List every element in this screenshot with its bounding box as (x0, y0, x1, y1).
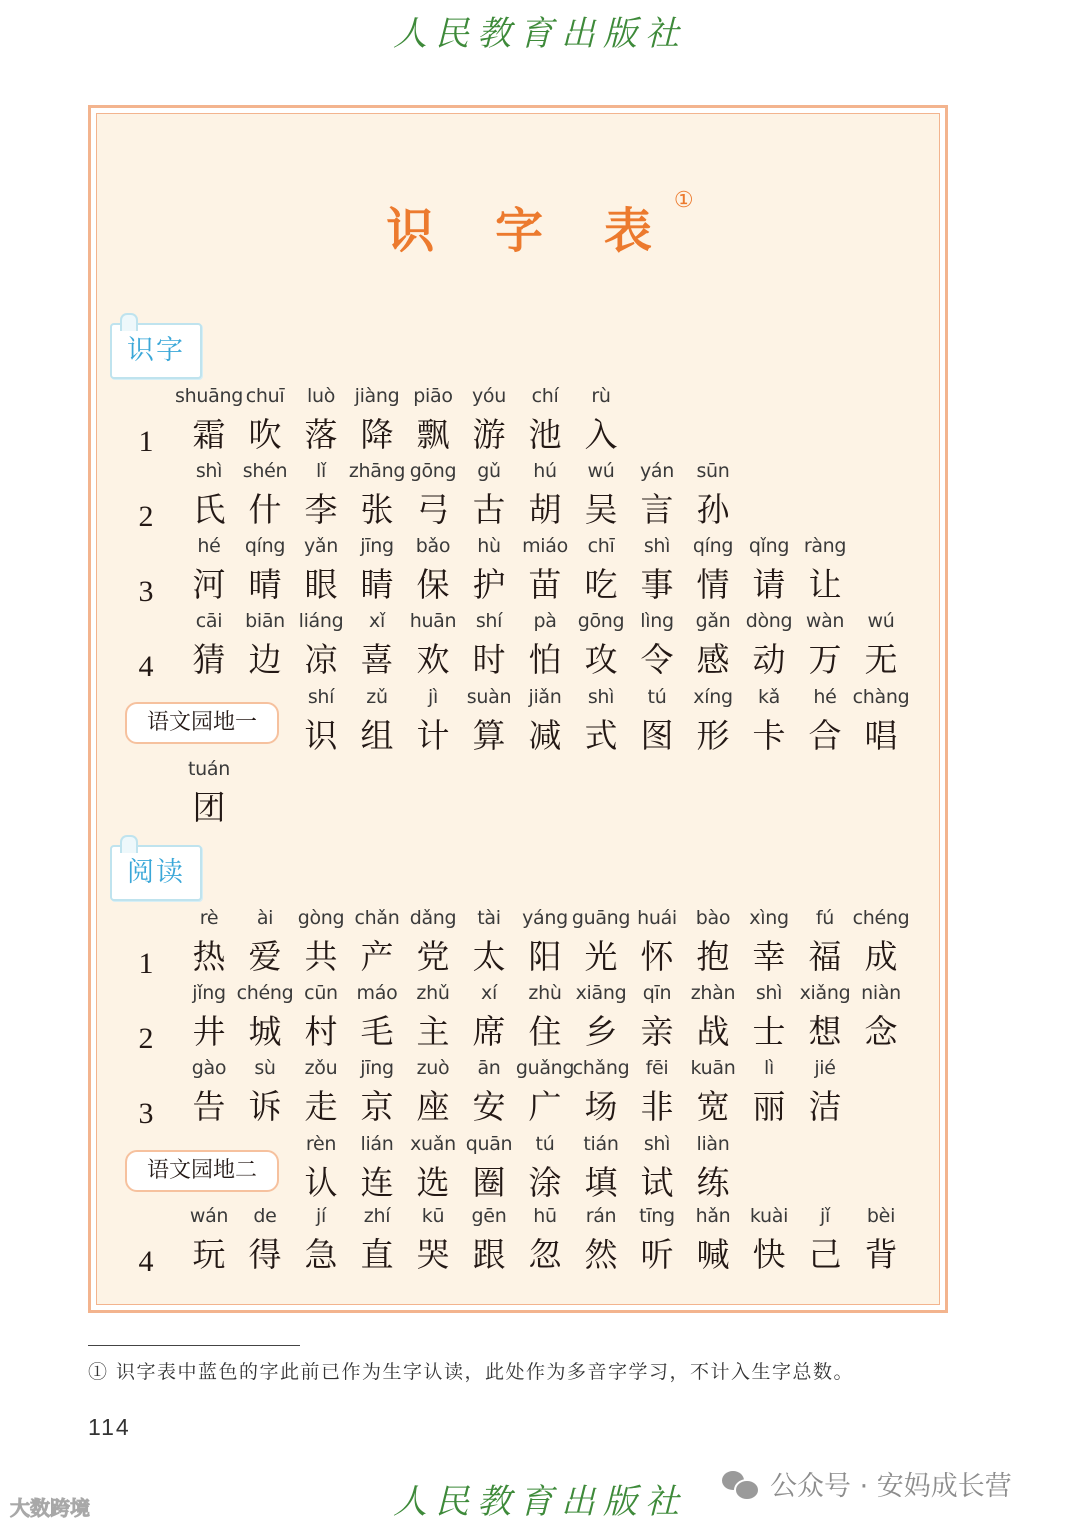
hanzi: 欢 (416, 640, 450, 679)
hanzi: 非 (640, 1087, 674, 1126)
pinyin: sūn (696, 460, 730, 482)
hanzi: 士 (752, 1012, 786, 1051)
pinyin: bèi (866, 1205, 896, 1227)
pinyin: lián (360, 1133, 394, 1155)
row-number: 3 (138, 1097, 154, 1130)
char-cell (853, 907, 909, 987)
pinyin: jié (814, 1057, 836, 1079)
pinyin: quān (465, 1133, 513, 1155)
watermark-left: 大数跨境 (10, 1496, 90, 1520)
hanzi: 喜 (360, 640, 394, 679)
pinyin: shén (242, 460, 288, 482)
pinyin: lì (764, 1057, 774, 1079)
pinyin: hú (533, 460, 557, 482)
hanzi: 念 (864, 1012, 898, 1051)
hanzi: 形 (696, 716, 730, 755)
pinyin: lìng (640, 610, 674, 632)
pinyin: jí (316, 1205, 326, 1227)
hanzi: 落 (304, 415, 338, 454)
pinyin: kuài (749, 1205, 789, 1227)
pinyin: guǎng (515, 1057, 575, 1079)
hanzi: 连 (360, 1163, 394, 1202)
hanzi: 幸 (752, 937, 786, 976)
pinyin: shì (643, 1133, 671, 1155)
hanzi: 洁 (808, 1087, 842, 1126)
hanzi: 时 (472, 640, 506, 679)
pinyin: ràng (803, 535, 847, 557)
pinyin: yóu (471, 385, 506, 407)
char-cell (797, 1057, 853, 1137)
hanzi: 共 (304, 937, 338, 976)
pinyin: piāo (413, 385, 453, 407)
hanzi: 算 (472, 716, 506, 755)
pinyin: chí (531, 385, 559, 407)
char-row (0, 1057, 1080, 1137)
hanzi: 丽 (752, 1087, 786, 1126)
hanzi: 张 (360, 490, 394, 529)
hanzi: 认 (304, 1163, 338, 1202)
pinyin: gōng (409, 460, 457, 482)
hanzi: 喊 (696, 1235, 730, 1274)
char-cell (685, 1133, 741, 1213)
pinyin: tuán (188, 758, 230, 780)
hanzi: 毛 (360, 1012, 394, 1051)
pinyin: zǒu (304, 1057, 338, 1079)
hanzi: 情 (696, 565, 730, 604)
pinyin: wán (189, 1205, 229, 1227)
hanzi: 令 (640, 640, 674, 679)
row-number: 4 (138, 1245, 154, 1278)
hanzi: 胡 (528, 490, 562, 529)
row-number: 2 (138, 1022, 154, 1055)
hanzi: 减 (528, 716, 562, 755)
pinyin: zhí (363, 1205, 391, 1227)
hanzi: 京 (360, 1087, 394, 1126)
hanzi: 眼 (304, 565, 338, 604)
pinyin: jīng (360, 1057, 394, 1079)
hanzi: 飘 (416, 415, 450, 454)
pinyin: yán (639, 460, 675, 482)
pinyin: tú (647, 686, 667, 708)
hanzi: 古 (472, 490, 506, 529)
pinyin: huān (409, 610, 457, 632)
pinyin: dǎng (409, 907, 457, 929)
hanzi: 边 (248, 640, 282, 679)
watermark-right-text: 公众号 · 安妈成长营 (770, 1471, 1012, 1502)
pinyin: zuò (416, 1057, 450, 1079)
pinyin: gào (191, 1057, 227, 1079)
hanzi: 护 (472, 565, 506, 604)
hanzi: 入 (584, 415, 618, 454)
hanzi: 怀 (640, 937, 674, 976)
hanzi: 李 (304, 490, 338, 529)
pinyin: xí (481, 982, 497, 1004)
watermark-right (722, 1464, 1012, 1503)
hanzi: 住 (528, 1012, 562, 1051)
pinyin: bǎo (415, 535, 451, 557)
row-number: 3 (138, 575, 154, 608)
hanzi: 安 (472, 1087, 506, 1126)
hanzi: 村 (304, 1012, 338, 1051)
hanzi: 然 (584, 1235, 618, 1274)
pinyin: shì (587, 686, 615, 708)
hanzi: 式 (584, 716, 618, 755)
hanzi: 攻 (584, 640, 618, 679)
pinyin: zhàn (690, 982, 736, 1004)
pinyin: chàng (852, 686, 910, 708)
hanzi: 弓 (416, 490, 450, 529)
hanzi: 热 (192, 937, 226, 976)
hanzi: 保 (416, 565, 450, 604)
char-row (0, 907, 1080, 987)
hanzi: 爱 (248, 937, 282, 976)
section-tag-yuedu (110, 845, 202, 901)
hanzi: 吴 (584, 490, 618, 529)
hanzi: 猜 (192, 640, 226, 679)
hanzi: 玩 (192, 1235, 226, 1274)
pinyin: xǐ (369, 610, 385, 632)
hanzi: 卡 (752, 716, 786, 755)
pinyin: qíng (692, 535, 734, 557)
pinyin: fēi (645, 1057, 669, 1079)
char-cell (853, 610, 909, 690)
hanzi: 试 (640, 1163, 674, 1202)
pinyin: dòng (745, 610, 793, 632)
footnote-mark: ① (673, 188, 694, 213)
pinyin: xiǎng (799, 982, 851, 1004)
pinyin: de (253, 1205, 277, 1227)
pinyin: gǎn (695, 610, 731, 632)
pinyin: bào (695, 907, 731, 929)
hanzi: 宽 (696, 1087, 730, 1126)
row-number: 1 (138, 425, 154, 458)
char-row (0, 982, 1080, 1062)
pinyin: chéng (236, 982, 294, 1004)
page-title (0, 188, 1080, 261)
pinyin: fú (815, 907, 835, 929)
pinyin: zhǔ (416, 982, 450, 1004)
pinyin: shí (307, 686, 335, 708)
hanzi: 快 (752, 1235, 786, 1274)
pinyin: liáng (298, 610, 344, 632)
hanzi: 广 (528, 1087, 562, 1126)
pinyin: xìng (749, 907, 789, 929)
pinyin: yǎn (303, 535, 339, 557)
pinyin: guāng (571, 907, 631, 929)
char-row (0, 385, 1080, 465)
hanzi: 图 (640, 716, 674, 755)
hanzi: 晴 (248, 565, 282, 604)
char-row (0, 758, 1080, 838)
hanzi: 练 (696, 1163, 730, 1202)
char-row (0, 460, 1080, 540)
hanzi: 忽 (528, 1235, 562, 1274)
char-cell (797, 535, 853, 615)
hanzi: 己 (808, 1235, 842, 1274)
hanzi: 游 (472, 415, 506, 454)
pinyin: máo (356, 982, 398, 1004)
unit-tag-garden-1: 语文园地一 (125, 702, 279, 744)
pinyin: lǐ (316, 460, 326, 482)
hanzi: 告 (192, 1087, 226, 1126)
hanzi: 圈 (472, 1163, 506, 1202)
row-number: 2 (138, 500, 154, 533)
row-number: 1 (138, 947, 154, 980)
row-number: 4 (138, 650, 154, 683)
pinyin: ān (477, 1057, 501, 1079)
hanzi: 听 (640, 1235, 674, 1274)
char-row (0, 610, 1080, 690)
hanzi: 降 (360, 415, 394, 454)
pinyin: wú (587, 460, 615, 482)
pinyin: kuān (690, 1057, 736, 1079)
pinyin: cūn (304, 982, 338, 1004)
pinyin: shì (755, 982, 783, 1004)
hanzi: 吃 (584, 565, 618, 604)
hanzi: 直 (360, 1235, 394, 1274)
pinyin: wú (867, 610, 895, 632)
hanzi: 动 (752, 640, 786, 679)
pinyin: jīng (360, 535, 394, 557)
hanzi: 团 (192, 788, 226, 827)
pinyin: gòng (297, 907, 345, 929)
hanzi: 唱 (864, 716, 898, 755)
hanzi: 无 (864, 640, 898, 679)
pinyin: chuī (245, 385, 285, 407)
pinyin: yáng (522, 907, 568, 929)
page-title-text: 识 字 表 (386, 203, 674, 259)
footnote: ① 识字表中蓝色的字此前已作为生字认读，此处作为多音字学习，不计入生字总数。 (88, 1361, 855, 1383)
hanzi: 场 (584, 1087, 618, 1126)
pinyin: pà (533, 610, 557, 632)
hanzi: 万 (808, 640, 842, 679)
pinyin: zhù (528, 982, 562, 1004)
char-row (0, 686, 1080, 766)
hanzi: 光 (584, 937, 618, 976)
hanzi: 走 (304, 1087, 338, 1126)
pinyin: tīng (639, 1205, 675, 1227)
hanzi: 言 (640, 490, 674, 529)
hanzi: 什 (248, 490, 282, 529)
pinyin: hé (197, 535, 221, 557)
pinyin: rán (585, 1205, 617, 1227)
pinyin: miáo (522, 535, 568, 557)
hanzi: 请 (752, 565, 786, 604)
pinyin: xíng (693, 686, 733, 708)
hanzi: 霜 (192, 415, 226, 454)
hanzi: 井 (192, 1012, 226, 1051)
pinyin: qīn (642, 982, 672, 1004)
pinyin: chéng (852, 907, 910, 929)
hanzi: 合 (808, 716, 842, 755)
pinyin: jiǎn (528, 686, 562, 708)
hanzi: 让 (808, 565, 842, 604)
pinyin: kǎ (757, 686, 781, 708)
hanzi: 凉 (304, 640, 338, 679)
section-tag-shizi (110, 323, 202, 379)
pinyin: hé (813, 686, 837, 708)
hanzi: 想 (808, 1012, 842, 1051)
pinyin: rèn (305, 1133, 337, 1155)
hanzi: 背 (864, 1235, 898, 1274)
wechat-icon (722, 1469, 758, 1499)
hanzi: 乡 (584, 1012, 618, 1051)
pinyin: tú (535, 1133, 555, 1155)
pinyin: rù (591, 385, 611, 407)
pinyin: qíng (244, 535, 286, 557)
hanzi: 座 (416, 1087, 450, 1126)
pinyin: wàn (805, 610, 845, 632)
pinyin: huái (637, 907, 677, 929)
pinyin: shì (195, 460, 223, 482)
unit-tag-garden-2: 语文园地二 (125, 1150, 279, 1192)
hanzi: 城 (248, 1012, 282, 1051)
pinyin: xuǎn (410, 1133, 456, 1155)
pinyin: luò (306, 385, 336, 407)
hanzi: 席 (472, 1012, 506, 1051)
hanzi: 感 (696, 640, 730, 679)
section-tag-label: 识字 (127, 335, 185, 366)
hanzi: 计 (416, 716, 450, 755)
pinyin: cāi (195, 610, 223, 632)
pinyin: liàn (696, 1133, 730, 1155)
hanzi: 睛 (360, 565, 394, 604)
pinyin: sù (254, 1057, 276, 1079)
char-row (0, 1205, 1080, 1285)
hanzi: 福 (808, 937, 842, 976)
hanzi: 孙 (696, 490, 730, 529)
hanzi: 哭 (416, 1235, 450, 1274)
pinyin: jǐng (192, 982, 226, 1004)
pinyin: chǎn (354, 907, 400, 929)
hanzi: 抱 (696, 937, 730, 976)
pinyin: chǎng (572, 1057, 630, 1079)
char-cell (853, 982, 909, 1062)
hanzi: 急 (304, 1235, 338, 1274)
hanzi: 组 (360, 716, 394, 755)
hanzi: 苗 (528, 565, 562, 604)
hanzi: 池 (528, 415, 562, 454)
pinyin: suàn (466, 686, 512, 708)
char-cell (685, 460, 741, 540)
pinyin: gōng (577, 610, 625, 632)
hanzi: 填 (584, 1163, 618, 1202)
hanzi: 产 (360, 937, 394, 976)
pinyin: xiāng (575, 982, 627, 1004)
hanzi: 成 (864, 937, 898, 976)
hanzi: 太 (472, 937, 506, 976)
pinyin: hù (477, 535, 501, 557)
publisher-logo-bottom: 人民教育出版社 (393, 1482, 687, 1522)
pinyin: zhāng (348, 460, 406, 482)
hanzi: 战 (696, 1012, 730, 1051)
pinyin: gēn (471, 1205, 507, 1227)
pinyin: shì (643, 535, 671, 557)
pinyin: jiàng (354, 385, 400, 407)
hanzi: 怕 (528, 640, 562, 679)
footnote-divider (88, 1345, 300, 1346)
pinyin: shuāng (175, 385, 243, 407)
char-cell (853, 686, 909, 766)
pinyin: gǔ (477, 460, 501, 482)
hanzi: 党 (416, 937, 450, 976)
pinyin: kū (421, 1205, 445, 1227)
hanzi: 氏 (192, 490, 226, 529)
pinyin: ài (256, 907, 274, 929)
char-cell (181, 758, 237, 838)
pinyin: hǎn (695, 1205, 731, 1227)
pinyin: tài (477, 907, 501, 929)
pinyin: rè (199, 907, 219, 929)
hanzi: 主 (416, 1012, 450, 1051)
hanzi: 识 (304, 716, 338, 755)
pinyin: biān (245, 610, 285, 632)
pinyin: jǐ (820, 1205, 830, 1227)
pinyin: tián (583, 1133, 619, 1155)
hanzi: 跟 (472, 1235, 506, 1274)
pinyin: jì (428, 686, 438, 708)
hanzi: 河 (192, 565, 226, 604)
char-row (0, 535, 1080, 615)
pinyin: zǔ (366, 686, 388, 708)
char-cell (573, 385, 629, 465)
hanzi: 亲 (640, 1012, 674, 1051)
pinyin: hū (533, 1205, 557, 1227)
page-number: 114 (88, 1414, 131, 1440)
hanzi: 选 (416, 1163, 450, 1202)
hanzi: 诉 (248, 1087, 282, 1126)
publisher-logo-top: 人民教育出版社 (393, 14, 687, 54)
hanzi: 涂 (528, 1163, 562, 1202)
hanzi: 得 (248, 1235, 282, 1274)
hanzi: 阳 (528, 937, 562, 976)
hanzi: 事 (640, 565, 674, 604)
pinyin: chī (587, 535, 615, 557)
pinyin: niàn (861, 982, 901, 1004)
char-row (0, 1133, 1080, 1213)
hanzi: 吹 (248, 415, 282, 454)
section-tag-label: 阅读 (127, 857, 185, 888)
pinyin: qǐng (748, 535, 790, 557)
pinyin: shí (475, 610, 503, 632)
char-cell (853, 1205, 909, 1285)
